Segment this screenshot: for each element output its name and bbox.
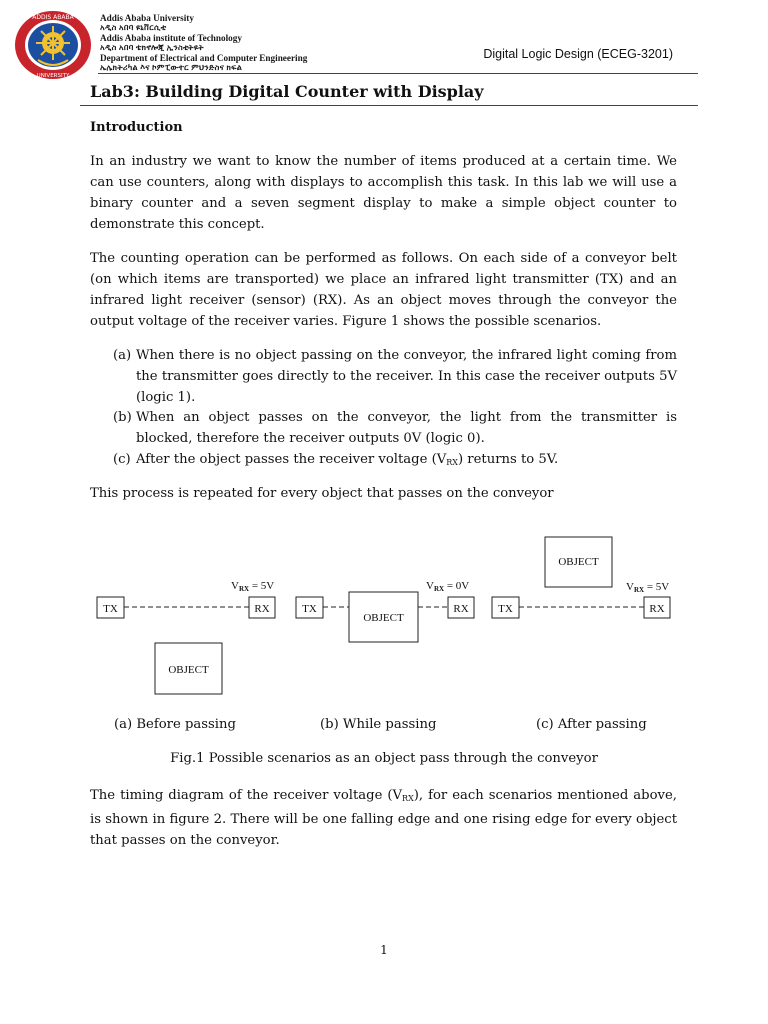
section-heading: Introduction [90,120,183,135]
figure-caption: Fig.1 Possible scenarios as an object pass through the conveyor [170,751,598,766]
tx-label-b: TX [302,603,317,615]
logo-top-text: ADDIS ABABA [32,14,74,21]
department-name-am: ኤሌክትሪካል እና ኮምፒውተር ምህንድስና ክፍል [100,63,243,72]
paragraph-repeat: This process is repeated for every object that passes on the conveyor [90,486,554,501]
paragraph-timing: The timing diagram of the receiver voltage $(V_{RX})$, for each scenarios mentioned above, is shown in figure 2. There will be one falling edge and one rising edge for every object that passes on the conveyor. [90,788,677,848]
tx-label-c: TX [498,603,513,615]
subcaption-c: (c) After passing [536,717,647,732]
header-divider [98,73,698,74]
logo-bottom-text: UNIVERSITY [36,73,70,79]
institute-name-am: አዲስ አበባ ቴክኖሎጂ ኢንስቲትዩት [100,43,204,52]
paragraph-counting: The counting operation can be performed as follows. On each side of a conveyor belt (on which items are transported) we place an infrared light transmitter (TX) and an infrared light receiver (sensor) (RX). As an object moves through the conveyor the output voltage of the receiver varies. Figure 1 shows the possible scenarios. [90,251,677,329]
institute-name-en: Addis Ababa institute of Technology [100,33,242,43]
vrx-label-a: VRX = 5V [231,580,275,593]
title-divider [80,105,698,106]
university-logo [14,10,92,80]
department-name-en: Department of Electrical and Computer Engineering [100,53,308,63]
subcaption-a: (a) Before passing [114,717,236,732]
list-text-a: When there is no object passing on the conveyor, the infrared light coming from the transmitter goes directly to the receiver. In this case the receiver outputs 5V (logic 1). [136,348,677,405]
list-label-c: (c) [113,452,131,467]
page-number: 1 [380,943,388,957]
paragraph-intro: In an industry we want to know the number of items produced at a certain time. We can use counters, along with displays to accomplish this task. In this lab we will use a binary counter and a seven segment display to make a simple object counter to demonstrate this concept. [90,154,677,232]
object-label-b: OBJECT [363,612,404,624]
object-label-c: OBJECT [558,556,599,568]
figure-1-diagram [0,528,768,708]
tx-label-a: TX [103,603,118,615]
subcaption-b: (b) While passing [320,717,437,732]
university-name-am: አዲስ አበባ ዩኒቨርሲቲ [100,23,167,32]
list-label-b: (b) [113,410,132,425]
university-header-lines [100,13,307,73]
list-label-a: (a) [113,348,132,363]
lab-title: Lab3: Building Digital Counter with Display [90,82,484,101]
list-item-b [113,407,677,449]
university-name-en: Addis Ababa University [100,13,194,23]
list-item-a [113,345,677,408]
rx-label-b: RX [453,603,469,615]
list-item-c [113,449,677,473]
list-text-b: When an object passes on the conveyor, the light from the transmitter is blocked, therefore the receiver outputs 0V (logic 0). [136,410,677,446]
rx-label-c: RX [649,603,665,615]
list-text-c: After the object passes the receiver voltage $(V_{RX})$ returns to 5V. [136,452,559,467]
vrx-label-c: VRX = 5V [626,581,670,594]
course-title: Digital Logic Design (ECEG-3201) [483,47,673,61]
vrx-label-b: VRX = 0V [426,580,470,593]
object-label-a: OBJECT [168,664,209,676]
rx-label-a: RX [254,603,270,615]
